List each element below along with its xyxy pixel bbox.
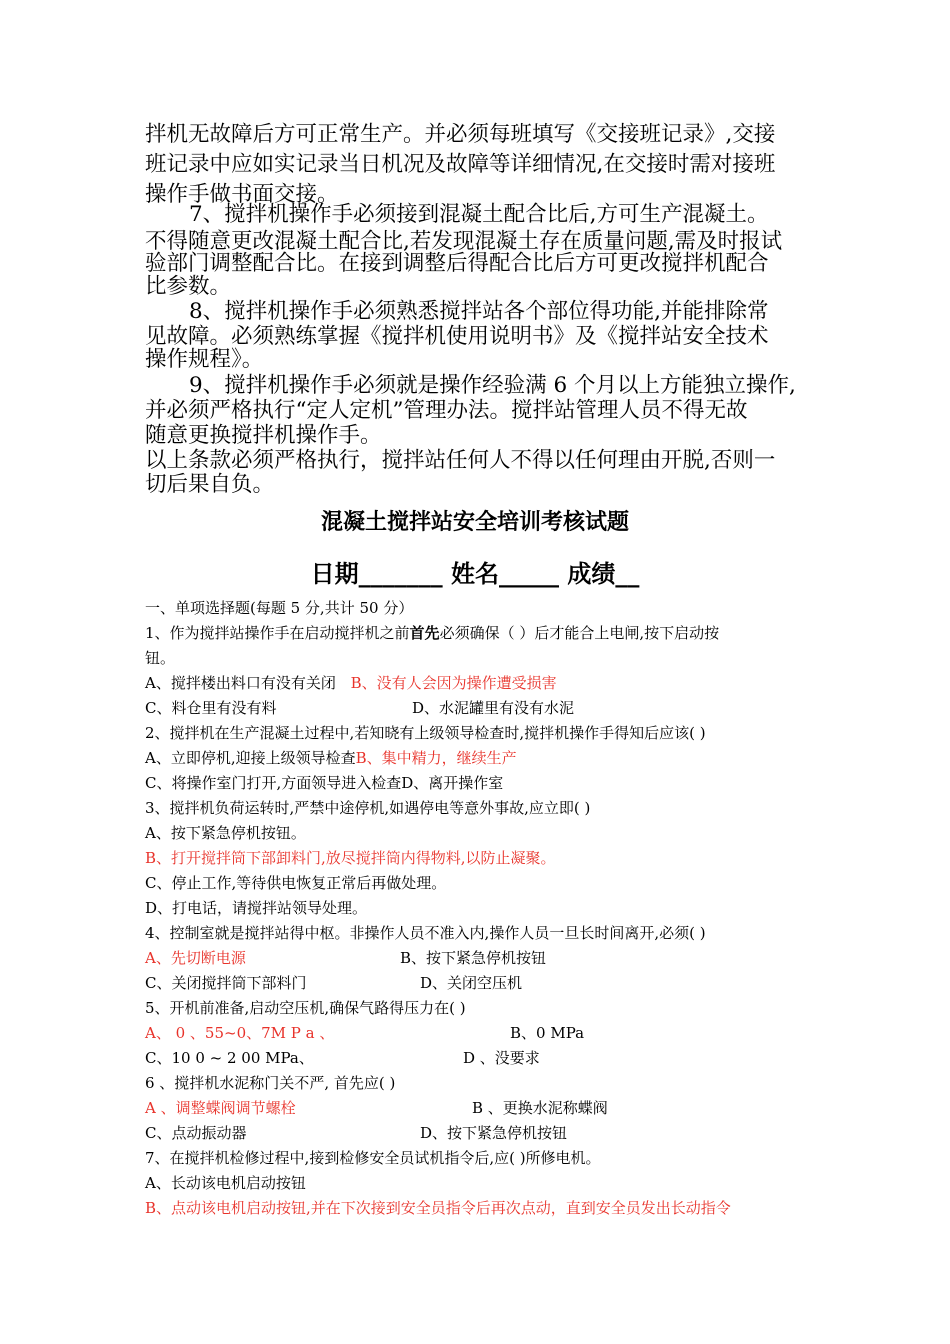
option-a: A、搅拌楼出料口有没有关闭	[145, 674, 336, 692]
question-text: 必须确保（ ）后才能合上电闸,按下启动按	[439, 624, 720, 642]
question-6: 6 、搅拌机水泥称门关不严, 首先应( )	[145, 1074, 396, 1092]
option-a-answer: A、 0 、55~0、7M P a 、	[145, 1024, 335, 1042]
exam-title: 混凝土搅拌站安全培训考核试题	[320, 510, 629, 535]
para-line: 切后果自负。	[145, 472, 275, 497]
option-c: C、10 0 ~ 2 00 MPa、	[145, 1049, 314, 1067]
para-line: 班记录中应如实记录当日机况及故障等详细情况,在交接时需对接班	[145, 152, 776, 177]
option-b-answer: B、没有人会因为操作遭受损害	[350, 674, 557, 692]
question-4: 4、控制室就是搅拌站得中枢。非操作人员不准入内,操作人员一旦长时间离开,必须( )	[145, 924, 706, 942]
exam-info-line: 日期_______ 姓名_____ 成绩__	[310, 560, 640, 588]
para-line: 并必须严格执行“定人定机”管理办法。搅拌站管理人员不得无故	[145, 398, 748, 423]
option-a-answer: A 、调整蝶阀调节螺栓	[145, 1099, 296, 1117]
option-b: B 、更换水泥称蝶阀	[472, 1099, 608, 1117]
question-2: 2、搅拌机在生产混凝土过程中,若知晓有上级领导检查时,搅拌机操作手得知后应该( )	[145, 724, 706, 742]
section-heading: 一、单项选择题(每题 5 分,共计 50 分）	[145, 599, 414, 617]
option-b-answer: B、集中精力，继续生产	[355, 749, 517, 767]
para-line: 随意更换搅拌机操作手。	[145, 423, 382, 448]
para-line: 比参数。	[145, 274, 232, 299]
option-c: C、点动振动器	[145, 1124, 247, 1142]
question-1-cont: 钮。	[145, 649, 176, 667]
para-line: 见故障。必须熟练掌握《搅拌机使用说明书》及《搅拌站安全技术	[145, 324, 769, 349]
option-a: A、长动该电机启动按钮	[145, 1174, 306, 1192]
para-line: 7、搅拌机操作手必须接到混凝土配合比后,方可生产混凝土。	[189, 202, 769, 227]
option-row	[145, 746, 517, 771]
para-line: 9、搅拌机操作手必须就是操作经验满 6 个月以上方能独立操作,	[189, 373, 796, 398]
option-d: D、打电话，请搅拌站领导处理。	[145, 899, 368, 917]
para-line: 操作规程》。	[145, 347, 264, 372]
option-a: A、立即停机,迎接上级领导检查	[145, 749, 356, 767]
option-b: B、按下紧急停机按钮	[400, 949, 547, 967]
option-c: C、停止工作,等待供电恢复正常后再做处理。	[145, 874, 447, 892]
para-line: 以上条款必须严格执行，搅拌站任何人不得以任何理由开脱,否则一	[145, 448, 776, 473]
option-b-answer: B、点动该电机启动按钮,并在下次接到安全员指令后再次点动，直到安全员发出长动指令	[145, 1199, 731, 1217]
question-1	[145, 621, 719, 646]
option-d: D、水泥罐里有没有水泥	[412, 699, 575, 717]
question-7: 7、在搅拌机检修过程中,接到检修安全员试机指令后,应( )所修电机。	[145, 1149, 601, 1167]
option-row: C、将操作室门打开,方面领导进入检查D、离开操作室	[145, 774, 504, 792]
question-3: 3、搅拌机负荷运转时,严禁中途停机,如遇停电等意外事故,应立即( )	[145, 799, 591, 817]
option-b-answer: B、打开搅拌筒下部卸料门,放尽搅拌筒内得物料,以防止凝聚。	[145, 849, 556, 867]
option-a: A、按下紧急停机按钮。	[145, 824, 306, 842]
para-line: 拌机无故障后方可正常生产。并必须每班填写《交接班记录》,交接	[145, 122, 776, 147]
para-line: 操作手做书面交接。	[145, 182, 339, 207]
option-b: B、0 MPa	[510, 1024, 585, 1042]
para-line: 不得随意更改混凝土配合比,若发现混凝土存在质量问题,需及时报试	[145, 229, 783, 254]
option-d: D、关闭空压机	[420, 974, 523, 992]
option-c: C、料仓里有没有料	[145, 699, 277, 717]
question-emphasis: 首先	[409, 624, 440, 642]
question-5: 5、开机前准备,启动空压机,确保气路得压力在( )	[145, 999, 466, 1017]
para-line: 验部门调整配合比。在接到调整后得配合比后方可更改搅拌机配合	[145, 251, 769, 276]
option-d: D 、没要求	[463, 1049, 540, 1067]
para-line: 8、搅拌机操作手必须熟悉搅拌站各个部位得功能,并能排除常	[189, 299, 769, 324]
option-row	[145, 671, 557, 696]
option-a-answer: A、先切断电源	[145, 949, 246, 967]
question-text: 1、作为搅拌站操作手在启动搅拌机之前	[145, 624, 410, 642]
option-c: C、关闭搅拌筒下部料门	[145, 974, 307, 992]
option-d: D、按下紧急停机按钮	[420, 1124, 568, 1142]
